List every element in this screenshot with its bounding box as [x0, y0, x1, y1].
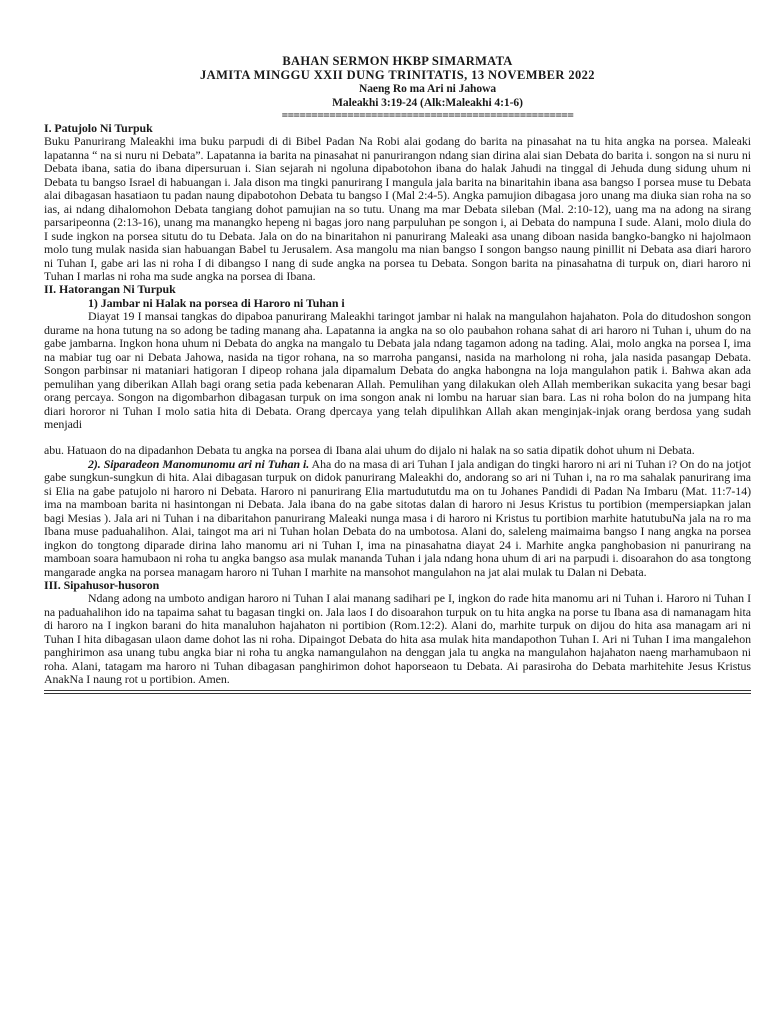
- subsection-body-1-continued: abu. Hatuaon do na dipadanhon Debata tu angka na porsea di Ibana alai uhum do dijalo ni halak na so satia dipatik dohot uhum ni Debata.: [44, 443, 695, 458]
- divider-line: =================================================: [281, 110, 574, 122]
- section-heading-1: I. Patujolo Ni Turpuk: [44, 121, 153, 135]
- subsection-body-2: Aha do na masa di ari Tuhan I jala andigan do tingki haroro ni ari ni Tuhan i? On do na jotjot gabe sungkun-sungkun di hita. Alai dibagasan turpuk on didok panurirang Maleakhi do, andorang so ari ni Tuhan i, na ro ma sahalak panurirang ima si Elia na gabe patujolo ni haroro ni Debata. Haroro ni panurirang Elia martudututdu ma on tu Johanes Pandidi di Padan Na Imbaru (Mat. 11:7-14) ima na mamboan barita ni hasintongan ni Debata. Jala ibana do na gabe sitotas dalan di haroro ni Jesus Kristus tu portibion (mempersiapkan jalan bagi Mesias ). Jala ari ni Tuhan i na dibaritahon panurirang Maleaki nunga masa i di haroro ni Kristus tu portibion marhite hatutubuNa jala na ro ma Ibana muse paduahalihon. Alai, taingot ma ari ni Tuhan holan Debata do na umbotosa. Alani do, saleleng maimaima bangso I nang angka na porsea ingkon do tongtong diparade dirina laho manomu ari ni Tuhan I, ima na pinasahatna diayat 24 i. Marhite angka panghobasion ni panurirang na mamboan soara hamubaon ni roha tu angka bangso asa mulak mananda Tuhan i jala ndang hona uhum di ari na parpudi i. disoarahon do asa tongtong mangarade angka na porsea managam haroro ni Tuhan I marhite na mansohot mangulahon na jat alai mulak tu Dalan ni Debata.: [44, 456, 752, 579]
- subsection-heading-1: 1) Jambar ni Halak na porsea di Haroro ni Tuhan i: [88, 295, 345, 310]
- scripture-reference: Maleakhi 3:19-24 (Alk:Maleakhi 4:1-6): [332, 97, 523, 109]
- sermon-document: [44, 54, 751, 694]
- sermon-theme: Naeng Ro ma Ari ni Jahowa: [358, 83, 497, 95]
- subsection-body-1: Diayat 19 I mansai tangkas do dipaboa panurirang Maleakhi taringot jambar ni halak na mangulahon hajahaton. Pola do ditudoshon songon durame na hona tutung na so adong be tading manang aha. Lapatanna ia angka na so olo paubahon rohana sahat di ari haroro ni Tuhan i, uhum do na gabe jambarna. Ingkon hona uhum ni Debata do angka na mangalo tu Debata jala ndang tagamon adong na tading. Alai, molo angka na porsea I, ima na mabiar tug oar ni Debata Jahowa, nasida na tigor rohana, na so marroha pangansi, nasida na marholong ni roha, jala nasida pasangap Debata. Songon parbinsar ni mataniari hatigoran I dipeop rohana jala dipamalum Debata do angka habongna na loja mangulahon patik i. Bahwa akan ada pemulihan yang diberikan Allah bagi orang setia pada kebenaran Allah. Pemulihan yang dilakukan oleh Allah memberikan sukacita yang besar bagi orang percaya. Songon na digombarhon dibagasan turpuk on ima songon anak ni lombu na haruar sian bara. Las ni roha bolon do na jumpang hita diari hororor ni Tuhan I molo satia hita di Debata. Orang dpercaya yang telah dipulihkan Allah akan menginjak-injak orang berdosa yang sudah menjadi: [44, 309, 751, 431]
- closing-double-rule: [44, 690, 751, 694]
- section-heading-2: II. Hatorangan Ni Turpuk: [44, 282, 176, 297]
- subsection-heading-2: 2). Siparadeon Manomunomu ari ni Tuhan i.: [88, 456, 310, 471]
- section-heading-3: III. Sipahusor-husoron: [44, 577, 160, 592]
- section-body-3: Ndang adong na umboto andigan haroro ni Tuhan I alai manang sadihari pe I, ingkon do rade hita manomu ari ni Tuhan i. Haroro ni Tuhan I na paduahalihon ido na tapaima sahat tu bagasan tingki on. Jala laos I do disoarahon turpuk on tu hita angka na porse tu Ibana asa di namanagam hita di haroro na I ingkon barani do hita manaluhon hajahaton ni portibion (Rom.12:2). Alani do, marhite turpuk on dijou do hita asa managam ari ni Tuhan I hita dibagasan ulaon dame dohot las ni roha. Dipaingot Debata do hita asa mulak hita mandapothon Tuhan I. Ari ni Tuhan I ima mangalehon panghirimon asa unang tubu angka biar ni roha tu angka namangulahon na denggan jala tu angka na mangulahon hajahaton naeng marhamubaon ni roha. Alani, tatagam ma haroro ni Tuhan dibagasan panghirimon dohot haporseaon tu Debata. Ai parasiroha do Debata marhitehite Jesus Kristus AnakNa I naung rot u portibion. Amen.: [44, 591, 751, 687]
- section-body-1: Buku Panurirang Maleakhi ima buku parpudi di di Bibel Padan Na Robi alai godang do barita na pinasahat na tu hita angka na porsea. Maleaki lapatanna “ na si nuru ni Debata”. Lapatanna ia barita na pinasahat ni panurirangon ndang sian dirina alai sian Debata do barita i. songon na si nuru ni Debata ibana, satia do ibana dipersuruan i. Sian sejarah ni ngoluna dipabotohon ibana do halak Jahudi na tinggal di Jehuda dung sidung uhum ni Debata tu bangso Israel di habuangan i. Jala dison ma tingki panurirang I mangula jala barita na binaritahin ibana asa bangso I porsea muse tu Debata alai dibagasan hasatiaon tu padan naung dipabotohon Debata tu bangso I (Mal 2:4-5). Angka pamujion dibagasa joro unang ma diuka sian roha na so ias, ai ndang dihalomohon Debata tangiang dohot pamujian na so tutu. Unang ma mar Debata sileban (Mal. 2:10-12), uang ma na adong na sirang parsaripeonna (2:13-16), unang ma manangko hepeng ni bagas joro nang parpuluhan pe songon i, ai Debata do nampuna I sude. Alani, molo diula do I sude ingkon na porsea situtu do tu Debata. Jala on do na binaritahon ni panurirang Maleaki asa unang diboan nasida bangko-bangko ni hajolmaon molo tung mulak nasida sian habuangan Babel tu Jerusalem. Asa mangolu ma nian bangso I songon bangso naung pinillit ni Debata asa diari haroro ni Tuhan I, gabe ari las ni roha I di dibangso I nang di sude angka na porsea tu Debata. Songon barita na pinasahatna di turpuk on, diari haroro ni Tuhan I marlas ni roha ma sude angka na porsea di Ibana.: [44, 134, 751, 283]
- document-title: BAHAN SERMON HKBP SIMARMATA: [282, 54, 513, 68]
- subsection-2: [44, 458, 751, 579]
- document-subtitle: JAMITA MINGGU XXII DUNG TRINITATIS, 13 NOVEMBER 2022: [200, 68, 595, 82]
